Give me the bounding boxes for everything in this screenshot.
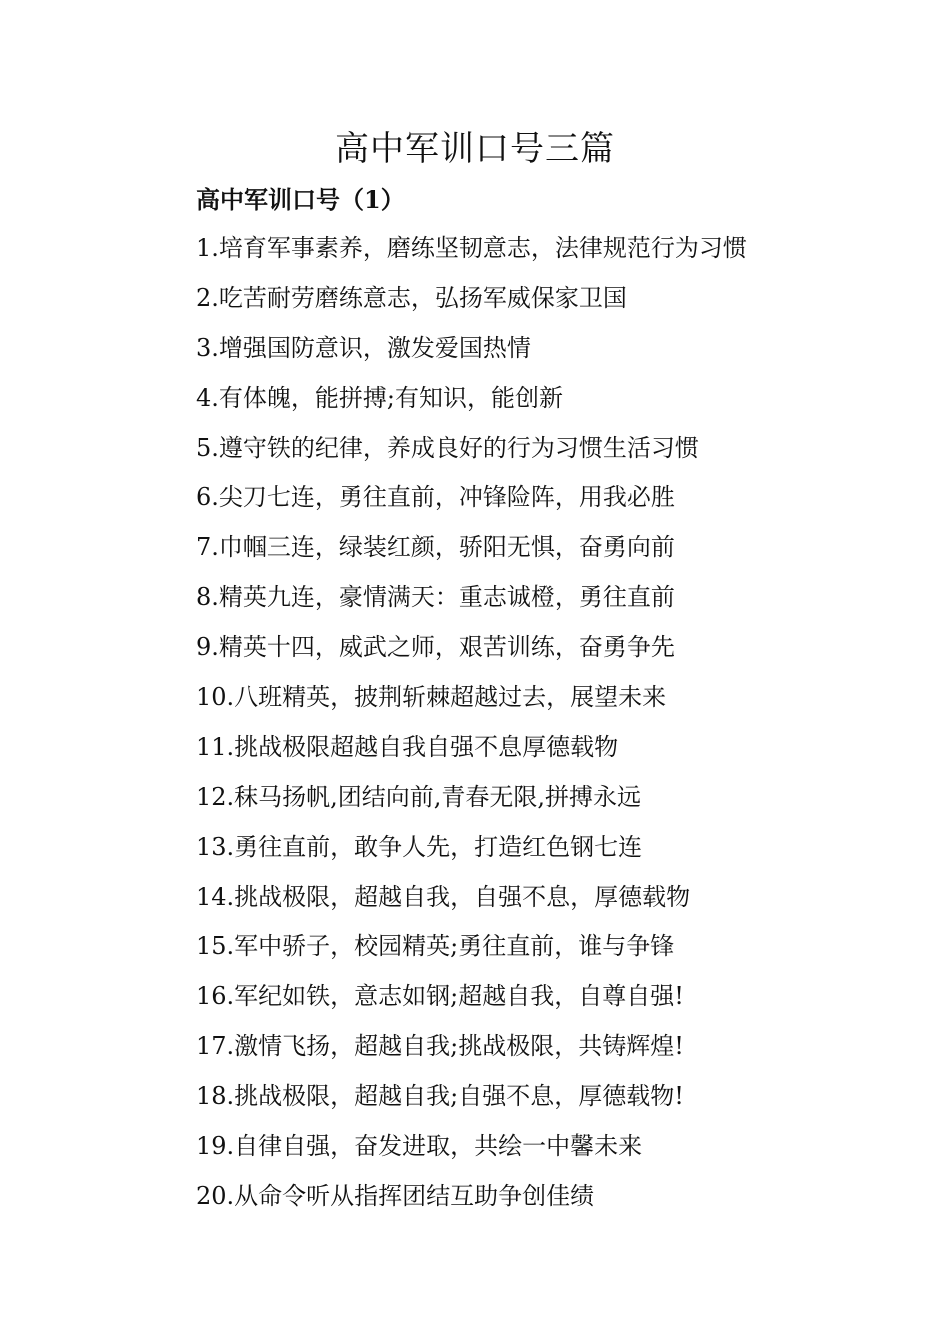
list-item: 7.巾帼三连，绿装红颜，骄阳无惧，奋勇向前 xyxy=(196,533,675,562)
list-item: 1.培育军事素养，磨练坚韧意志，法律规范行为习惯 xyxy=(196,234,747,262)
list-item: 8.精英九连，豪情满天：重志诚橙，勇往直前 xyxy=(196,583,675,612)
slogan-list xyxy=(196,228,747,1226)
list-item: 20.从命令听从指挥团结互助争创佳绩 xyxy=(196,1181,595,1210)
list-item: 6.尖刀七连，勇往直前，冲锋险阵，用我必胜 xyxy=(196,483,675,512)
list-item: 14.挑战极限，超越自我，自强不息，厚德载物 xyxy=(196,882,691,911)
list-item: 19.自律自强，奋发进取，共绘一中馨未来 xyxy=(196,1132,643,1161)
list-item: 9.精英十四，威武之师，艰苦训练，奋勇争先 xyxy=(196,633,675,662)
document-title: 高中军训口号三篇 xyxy=(335,129,615,169)
list-item: 2.吃苦耐劳磨练意志，弘扬军威保家卫国 xyxy=(196,283,627,312)
list-item: 10.八班精英，披荆斩棘超越过去，展望未来 xyxy=(196,683,667,712)
list-item: 13.勇往直前，敢争人先，打造红色钢七连 xyxy=(196,832,643,861)
list-item: 15.军中骄子，校园精英;勇往直前，谁与争锋 xyxy=(196,932,675,961)
list-item: 4.有体魄，能拼搏;有知识，能创新 xyxy=(196,383,563,412)
list-item: 12.秣马扬帆,团结向前,青春无限,拼搏永远 xyxy=(196,782,642,811)
section-heading: 高中军训口号（1） xyxy=(196,185,405,214)
list-item: 5.遵守铁的纪律，养成良好的行为习惯生活习惯 xyxy=(196,433,699,462)
list-item: 18.挑战极限，超越自我;自强不息，厚德载物! xyxy=(196,1082,684,1111)
list-item: 16.军纪如铁，意志如钢;超越自我，自尊自强! xyxy=(196,982,684,1011)
list-item: 11.挑战极限超越自我自强不息厚德载物 xyxy=(196,732,619,761)
list-item: 3.增强国防意识，激发爱国热情 xyxy=(196,333,531,362)
list-item: 17.激情飞扬，超越自我;挑战极限，共铸辉煌! xyxy=(196,1032,684,1061)
